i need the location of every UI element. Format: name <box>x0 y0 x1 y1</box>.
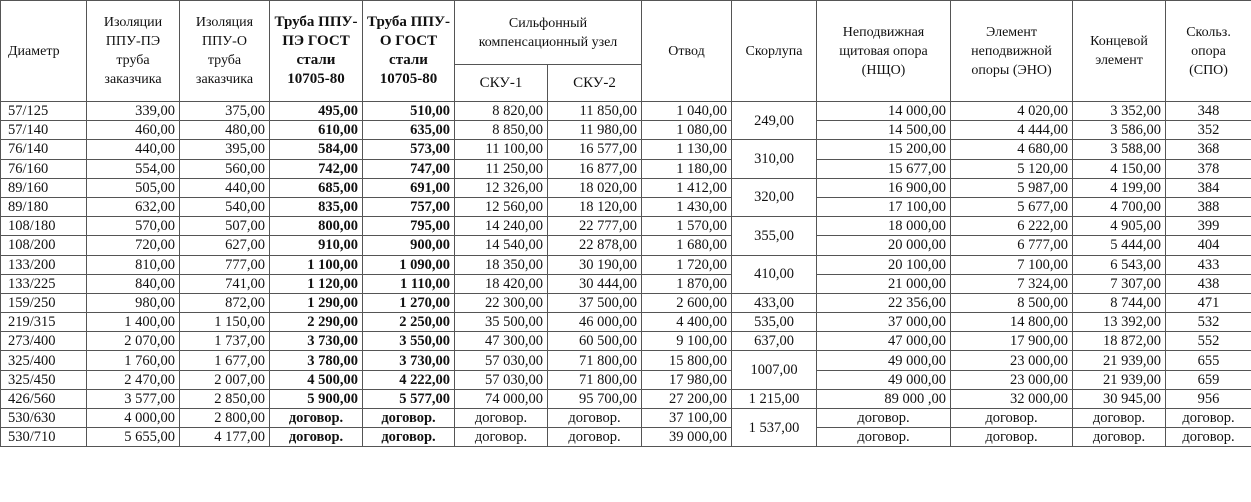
cell-spo: 433 <box>1166 255 1251 274</box>
cell-spo: 956 <box>1166 389 1251 408</box>
cell-nshcho: 21 000,00 <box>817 274 951 293</box>
cell-shell: 1 537,00 <box>732 409 817 447</box>
cell-diameter: 89/180 <box>1 197 87 216</box>
cell-pipe-pe-gost: 800,00 <box>270 217 363 236</box>
header-pipe-pe-gost: Труба ППУ-ПЭ ГОСТ стали 10705-80 <box>270 1 363 102</box>
table-row <box>1 332 1251 351</box>
cell-nshcho: 17 100,00 <box>817 197 951 216</box>
cell-ppu-pe-customer: 570,00 <box>87 217 180 236</box>
cell-diameter: 325/400 <box>1 351 87 370</box>
cell-ppu-o-customer: 2 850,00 <box>180 389 270 408</box>
cell-bend: 1 080,00 <box>642 121 732 140</box>
cell-sku1: 14 540,00 <box>455 236 548 255</box>
cell-diameter: 57/140 <box>1 121 87 140</box>
cell-diameter: 530/630 <box>1 409 87 428</box>
cell-ppu-pe-customer: 554,00 <box>87 159 180 178</box>
cell-eno: 4 020,00 <box>951 102 1073 121</box>
cell-eno: 5 120,00 <box>951 159 1073 178</box>
cell-eno: 17 900,00 <box>951 332 1073 351</box>
cell-sku1: договор. <box>455 428 548 447</box>
cell-pipe-pe-gost: договор. <box>270 409 363 428</box>
cell-pipe-o-gost: договор. <box>363 409 455 428</box>
cell-ppu-o-customer: 540,00 <box>180 197 270 216</box>
cell-shell: 410,00 <box>732 255 817 293</box>
cell-nshcho: 15 677,00 <box>817 159 951 178</box>
table-row <box>1 121 1251 140</box>
cell-sku2: 37 500,00 <box>548 293 642 312</box>
cell-diameter: 76/160 <box>1 159 87 178</box>
cell-bend: 1 680,00 <box>642 236 732 255</box>
cell-ppu-pe-customer: 632,00 <box>87 197 180 216</box>
cell-end-element: 21 939,00 <box>1073 370 1166 389</box>
cell-nshcho: 18 000,00 <box>817 217 951 236</box>
header-eno: Элемент неподвижной опоры (ЭНО) <box>951 1 1073 102</box>
cell-diameter: 325/450 <box>1 370 87 389</box>
cell-nshcho: 22 356,00 <box>817 293 951 312</box>
cell-ppu-pe-customer: 3 577,00 <box>87 389 180 408</box>
cell-pipe-o-gost: 635,00 <box>363 121 455 140</box>
cell-end-element: 7 307,00 <box>1073 274 1166 293</box>
cell-diameter: 159/250 <box>1 293 87 312</box>
cell-ppu-o-customer: 777,00 <box>180 255 270 274</box>
table-row <box>1 217 1251 236</box>
cell-ppu-o-customer: 395,00 <box>180 140 270 159</box>
cell-shell: 355,00 <box>732 217 817 255</box>
cell-eno: договор. <box>951 409 1073 428</box>
cell-sku1: 12 560,00 <box>455 197 548 216</box>
cell-nshcho: 37 000,00 <box>817 313 951 332</box>
cell-ppu-pe-customer: 339,00 <box>87 102 180 121</box>
cell-spo: 552 <box>1166 332 1251 351</box>
header-ppu-o-customer: Изоляция ППУ-О труба заказчика <box>180 1 270 102</box>
cell-spo: 352 <box>1166 121 1251 140</box>
cell-sku2: 71 800,00 <box>548 351 642 370</box>
cell-pipe-o-gost: договор. <box>363 428 455 447</box>
table-row <box>1 255 1251 274</box>
cell-nshcho: 14 500,00 <box>817 121 951 140</box>
cell-end-element: 21 939,00 <box>1073 351 1166 370</box>
cell-sku2: 11 980,00 <box>548 121 642 140</box>
header-shell: Скорлупа <box>732 1 817 102</box>
cell-ppu-pe-customer: 5 655,00 <box>87 428 180 447</box>
cell-pipe-pe-gost: 3 780,00 <box>270 351 363 370</box>
cell-nshcho: 20 100,00 <box>817 255 951 274</box>
table-body <box>1 102 1251 447</box>
cell-diameter: 273/400 <box>1 332 87 351</box>
cell-ppu-o-customer: 440,00 <box>180 178 270 197</box>
cell-pipe-o-gost: 573,00 <box>363 140 455 159</box>
header-spo: Скольз. опора (СПО) <box>1166 1 1251 102</box>
cell-sku2: 95 700,00 <box>548 389 642 408</box>
cell-nshcho: 89 000 ,00 <box>817 389 951 408</box>
cell-ppu-pe-customer: 840,00 <box>87 274 180 293</box>
cell-nshcho: 14 000,00 <box>817 102 951 121</box>
cell-bend: 1 720,00 <box>642 255 732 274</box>
table-row <box>1 409 1251 428</box>
cell-end-element: 4 150,00 <box>1073 159 1166 178</box>
cell-nshcho: договор. <box>817 428 951 447</box>
cell-sku1: 18 350,00 <box>455 255 548 274</box>
cell-pipe-o-gost: 795,00 <box>363 217 455 236</box>
cell-ppu-o-customer: 1 737,00 <box>180 332 270 351</box>
cell-ppu-o-customer: 2 800,00 <box>180 409 270 428</box>
cell-nshcho: 49 000,00 <box>817 370 951 389</box>
cell-diameter: 133/225 <box>1 274 87 293</box>
cell-eno: 5 987,00 <box>951 178 1073 197</box>
cell-end-element: договор. <box>1073 428 1166 447</box>
cell-sku1: 22 300,00 <box>455 293 548 312</box>
cell-spo: 378 <box>1166 159 1251 178</box>
cell-spo: 655 <box>1166 351 1251 370</box>
cell-end-element: 18 872,00 <box>1073 332 1166 351</box>
cell-spo: 404 <box>1166 236 1251 255</box>
cell-sku1: 74 000,00 <box>455 389 548 408</box>
cell-sku2: 18 020,00 <box>548 178 642 197</box>
header-sku1: СКУ-1 <box>455 65 548 102</box>
cell-bend: 1 180,00 <box>642 159 732 178</box>
cell-pipe-pe-gost: 495,00 <box>270 102 363 121</box>
cell-diameter: 89/160 <box>1 178 87 197</box>
cell-ppu-pe-customer: 720,00 <box>87 236 180 255</box>
cell-sku2: 30 444,00 <box>548 274 642 293</box>
cell-ppu-pe-customer: 2 070,00 <box>87 332 180 351</box>
cell-eno: 5 677,00 <box>951 197 1073 216</box>
cell-end-element: 4 700,00 <box>1073 197 1166 216</box>
header-pipe-o-gost: Труба ППУ-О ГОСТ стали 10705-80 <box>363 1 455 102</box>
cell-spo: 384 <box>1166 178 1251 197</box>
cell-pipe-pe-gost: 1 100,00 <box>270 255 363 274</box>
cell-eno: 8 500,00 <box>951 293 1073 312</box>
table-row <box>1 197 1251 216</box>
cell-ppu-o-customer: 1 150,00 <box>180 313 270 332</box>
cell-eno: 7 100,00 <box>951 255 1073 274</box>
table-row <box>1 370 1251 389</box>
cell-spo: 532 <box>1166 313 1251 332</box>
cell-pipe-o-gost: 3 730,00 <box>363 351 455 370</box>
cell-bend: 37 100,00 <box>642 409 732 428</box>
cell-ppu-o-customer: 872,00 <box>180 293 270 312</box>
cell-shell: 249,00 <box>732 102 817 140</box>
cell-diameter: 108/200 <box>1 236 87 255</box>
header-sku2: СКУ-2 <box>548 65 642 102</box>
table-row <box>1 351 1251 370</box>
cell-bend: 1 430,00 <box>642 197 732 216</box>
cell-sku2: 16 577,00 <box>548 140 642 159</box>
cell-shell: 310,00 <box>732 140 817 178</box>
cell-ppu-o-customer: 1 677,00 <box>180 351 270 370</box>
cell-diameter: 133/200 <box>1 255 87 274</box>
cell-pipe-pe-gost: 1 290,00 <box>270 293 363 312</box>
table-row <box>1 274 1251 293</box>
cell-end-element: 4 199,00 <box>1073 178 1166 197</box>
cell-sku1: договор. <box>455 409 548 428</box>
cell-shell: 1 215,00 <box>732 389 817 408</box>
cell-sku1: 47 300,00 <box>455 332 548 351</box>
cell-spo: 388 <box>1166 197 1251 216</box>
cell-diameter: 426/560 <box>1 389 87 408</box>
cell-nshcho: 49 000,00 <box>817 351 951 370</box>
cell-pipe-pe-gost: 2 290,00 <box>270 313 363 332</box>
cell-ppu-o-customer: 560,00 <box>180 159 270 178</box>
cell-ppu-pe-customer: 980,00 <box>87 293 180 312</box>
table-row <box>1 159 1251 178</box>
cell-shell: 320,00 <box>732 178 817 216</box>
cell-pipe-pe-gost: 610,00 <box>270 121 363 140</box>
cell-eno: 14 800,00 <box>951 313 1073 332</box>
cell-sku2: 16 877,00 <box>548 159 642 178</box>
cell-bend: 39 000,00 <box>642 428 732 447</box>
header-nshcho: Неподвижная щитовая опора (НЩО) <box>817 1 951 102</box>
cell-pipe-o-gost: 1 110,00 <box>363 274 455 293</box>
cell-bend: 1 570,00 <box>642 217 732 236</box>
cell-nshcho: договор. <box>817 409 951 428</box>
cell-bend: 1 040,00 <box>642 102 732 121</box>
table-row <box>1 293 1251 312</box>
cell-pipe-pe-gost: 4 500,00 <box>270 370 363 389</box>
cell-pipe-pe-gost: 5 900,00 <box>270 389 363 408</box>
cell-pipe-o-gost: 5 577,00 <box>363 389 455 408</box>
cell-end-element: 8 744,00 <box>1073 293 1166 312</box>
cell-spo: 348 <box>1166 102 1251 121</box>
cell-sku1: 11 250,00 <box>455 159 548 178</box>
cell-bend: 27 200,00 <box>642 389 732 408</box>
cell-nshcho: 47 000,00 <box>817 332 951 351</box>
cell-eno: 4 444,00 <box>951 121 1073 140</box>
cell-sku2: договор. <box>548 428 642 447</box>
cell-ppu-pe-customer: 4 000,00 <box>87 409 180 428</box>
cell-sku1: 14 240,00 <box>455 217 548 236</box>
cell-bend: 1 870,00 <box>642 274 732 293</box>
cell-pipe-pe-gost: 835,00 <box>270 197 363 216</box>
cell-sku2: 71 800,00 <box>548 370 642 389</box>
cell-pipe-pe-gost: 910,00 <box>270 236 363 255</box>
cell-nshcho: 20 000,00 <box>817 236 951 255</box>
cell-ppu-pe-customer: 1 400,00 <box>87 313 180 332</box>
cell-eno: 7 324,00 <box>951 274 1073 293</box>
table-row <box>1 178 1251 197</box>
cell-ppu-o-customer: 627,00 <box>180 236 270 255</box>
cell-nshcho: 15 200,00 <box>817 140 951 159</box>
cell-eno: 23 000,00 <box>951 351 1073 370</box>
cell-eno: 4 680,00 <box>951 140 1073 159</box>
cell-bend: 1 130,00 <box>642 140 732 159</box>
cell-sku2: 46 000,00 <box>548 313 642 332</box>
cell-end-element: 6 543,00 <box>1073 255 1166 274</box>
cell-nshcho: 16 900,00 <box>817 178 951 197</box>
cell-ppu-pe-customer: 440,00 <box>87 140 180 159</box>
cell-sku1: 35 500,00 <box>455 313 548 332</box>
cell-ppu-pe-customer: 810,00 <box>87 255 180 274</box>
cell-eno: 6 777,00 <box>951 236 1073 255</box>
cell-ppu-o-customer: 507,00 <box>180 217 270 236</box>
cell-bend: 9 100,00 <box>642 332 732 351</box>
header-end-element: Концевой элемент <box>1073 1 1166 102</box>
cell-ppu-pe-customer: 1 760,00 <box>87 351 180 370</box>
cell-sku2: 11 850,00 <box>548 102 642 121</box>
cell-sku2: 60 500,00 <box>548 332 642 351</box>
cell-sku2: 18 120,00 <box>548 197 642 216</box>
cell-sku2: 22 777,00 <box>548 217 642 236</box>
cell-sku1: 57 030,00 <box>455 370 548 389</box>
cell-pipe-pe-gost: 1 120,00 <box>270 274 363 293</box>
cell-pipe-o-gost: 747,00 <box>363 159 455 178</box>
cell-end-element: 5 444,00 <box>1073 236 1166 255</box>
cell-ppu-pe-customer: 2 470,00 <box>87 370 180 389</box>
cell-diameter: 530/710 <box>1 428 87 447</box>
cell-sku1: 11 100,00 <box>455 140 548 159</box>
header-diameter: Диаметр <box>1 1 87 102</box>
cell-end-element: 30 945,00 <box>1073 389 1166 408</box>
cell-pipe-o-gost: 900,00 <box>363 236 455 255</box>
cell-bend: 4 400,00 <box>642 313 732 332</box>
table-row <box>1 389 1251 408</box>
cell-spo: 399 <box>1166 217 1251 236</box>
cell-bend: 1 412,00 <box>642 178 732 197</box>
cell-pipe-pe-gost: договор. <box>270 428 363 447</box>
table-row <box>1 102 1251 121</box>
cell-sku2: 30 190,00 <box>548 255 642 274</box>
cell-diameter: 108/180 <box>1 217 87 236</box>
cell-pipe-pe-gost: 3 730,00 <box>270 332 363 351</box>
cell-sku1: 18 420,00 <box>455 274 548 293</box>
cell-spo: 471 <box>1166 293 1251 312</box>
table-row <box>1 140 1251 159</box>
cell-ppu-pe-customer: 460,00 <box>87 121 180 140</box>
cell-diameter: 219/315 <box>1 313 87 332</box>
cell-end-element: 3 352,00 <box>1073 102 1166 121</box>
cell-pipe-pe-gost: 685,00 <box>270 178 363 197</box>
cell-pipe-o-gost: 1 090,00 <box>363 255 455 274</box>
table-row <box>1 428 1251 447</box>
cell-ppu-pe-customer: 505,00 <box>87 178 180 197</box>
cell-shell: 637,00 <box>732 332 817 351</box>
cell-bend: 15 800,00 <box>642 351 732 370</box>
cell-ppu-o-customer: 4 177,00 <box>180 428 270 447</box>
cell-sku1: 57 030,00 <box>455 351 548 370</box>
cell-pipe-pe-gost: 584,00 <box>270 140 363 159</box>
cell-pipe-o-gost: 510,00 <box>363 102 455 121</box>
cell-pipe-pe-gost: 742,00 <box>270 159 363 178</box>
cell-sku1: 8 850,00 <box>455 121 548 140</box>
cell-ppu-o-customer: 480,00 <box>180 121 270 140</box>
cell-pipe-o-gost: 1 270,00 <box>363 293 455 312</box>
cell-end-element: 4 905,00 <box>1073 217 1166 236</box>
cell-diameter: 76/140 <box>1 140 87 159</box>
cell-spo: договор. <box>1166 409 1251 428</box>
table-row <box>1 236 1251 255</box>
cell-spo: 659 <box>1166 370 1251 389</box>
cell-end-element: 13 392,00 <box>1073 313 1166 332</box>
cell-shell: 535,00 <box>732 313 817 332</box>
cell-shell: 433,00 <box>732 293 817 312</box>
cell-sku2: 22 878,00 <box>548 236 642 255</box>
cell-sku2: договор. <box>548 409 642 428</box>
header-bend: Отвод <box>642 1 732 102</box>
header-ppu-pe-customer: Изоляции ППУ-ПЭ труба заказчика <box>87 1 180 102</box>
header-bellows: Сильфонный компенсационный узел <box>455 1 642 65</box>
cell-sku1: 12 326,00 <box>455 178 548 197</box>
cell-end-element: 3 586,00 <box>1073 121 1166 140</box>
cell-spo: 438 <box>1166 274 1251 293</box>
cell-pipe-o-gost: 2 250,00 <box>363 313 455 332</box>
cell-pipe-o-gost: 757,00 <box>363 197 455 216</box>
cell-bend: 17 980,00 <box>642 370 732 389</box>
cell-end-element: 3 588,00 <box>1073 140 1166 159</box>
cell-end-element: договор. <box>1073 409 1166 428</box>
cell-bend: 2 600,00 <box>642 293 732 312</box>
cell-spo: 368 <box>1166 140 1251 159</box>
cell-spo: договор. <box>1166 428 1251 447</box>
table-row <box>1 313 1251 332</box>
cell-pipe-o-gost: 4 222,00 <box>363 370 455 389</box>
cell-eno: 32 000,00 <box>951 389 1073 408</box>
cell-sku1: 8 820,00 <box>455 102 548 121</box>
cell-eno: 6 222,00 <box>951 217 1073 236</box>
cell-eno: договор. <box>951 428 1073 447</box>
cell-eno: 23 000,00 <box>951 370 1073 389</box>
cell-pipe-o-gost: 3 550,00 <box>363 332 455 351</box>
cell-shell: 1007,00 <box>732 351 817 389</box>
cell-ppu-o-customer: 2 007,00 <box>180 370 270 389</box>
cell-ppu-o-customer: 741,00 <box>180 274 270 293</box>
cell-ppu-o-customer: 375,00 <box>180 102 270 121</box>
cell-diameter: 57/125 <box>1 102 87 121</box>
cell-pipe-o-gost: 691,00 <box>363 178 455 197</box>
